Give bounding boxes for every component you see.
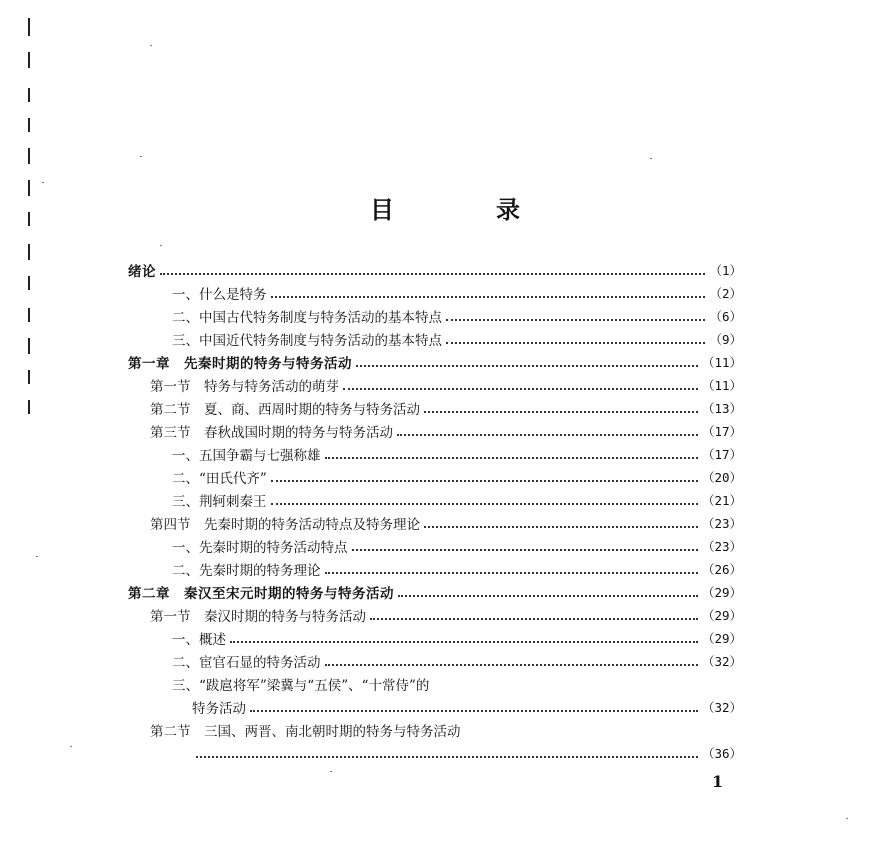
toc-entry-title: 二、中国古代特务制度与特务活动的基本特点 [172,309,442,326]
toc-leader [446,317,705,321]
toc-entry-page: （11） [701,354,742,370]
toc-entry-page: （32） [701,699,742,715]
toc-entry [172,650,742,671]
toc-entry-title: 一、先秦时期的特务活动特点 [172,539,348,556]
toc-entry-title: 二、“田氏代齐” [172,470,267,487]
toc-entry-page: （1） [709,262,742,278]
toc-leader [271,478,698,482]
toc-entry [172,627,742,648]
scan-speck [70,746,72,747]
toc-entry-page: （17） [701,446,742,462]
toc-leader [343,386,698,390]
toc-entry-page: （29） [701,584,742,600]
toc-entry [172,443,742,464]
toc-entry-title: 三、中国近代特务制度与特务活动的基本特点 [172,332,442,349]
toc-entry-title: 一、概述 [172,631,226,648]
toc-leader [433,687,738,689]
page-number: 1 [712,772,724,791]
toc-entry-title: 第一章 先秦时期的特务与特务活动 [128,355,352,372]
toc-leader [196,754,698,758]
toc-entry [172,535,742,556]
toc-entry-title: 三、“跋扈将军”梁冀与“五侯”、“十常侍”的 [172,677,430,694]
toc-leader [325,662,698,666]
title-char-2: 录 [496,195,520,224]
toc-entry [192,696,742,717]
toc-entry [172,328,742,349]
toc-entry [172,673,742,694]
toc-leader [250,708,698,712]
toc-entry-title: 二、先秦时期的特务理论 [172,562,321,579]
toc-entry-title: 三、荆轲刺秦王 [172,493,267,510]
toc-entry-page: （9） [709,331,742,347]
toc-entry-page: （21） [701,492,742,508]
toc-entry-title: 第四节 先秦时期的特务活动特点及特务理论 [150,516,420,533]
toc-entry [172,305,742,326]
scan-speck [36,556,38,557]
scan-speck [42,182,44,183]
toc-entry-title: 第二节 三国、两晋、南北朝时期的特务与特务活动 [150,723,461,740]
toc-leader [398,593,698,597]
toc-entry-title: 第一节 秦汉时期的特务与特务活动 [150,608,366,625]
toc-entry-page: （23） [701,515,742,531]
toc-entry-title: 第三节 春秋战国时期的特务与特务活动 [150,424,393,441]
toc-entry-page: （32） [701,653,742,669]
toc-entry [192,742,742,763]
scan-speck [140,156,142,157]
toc-entry-page: （29） [701,607,742,623]
toc-entry-page: （20） [701,469,742,485]
toc-leader [370,616,698,620]
toc-entry [150,512,742,533]
scan-speck [846,818,848,819]
toc-leader [397,432,698,436]
toc-entry-page: （2） [709,285,742,301]
toc-leader [230,639,698,643]
toc-entry-page: （26） [701,561,742,577]
toc-entry [172,466,742,487]
toc-leader [424,409,698,413]
toc-entry-title: 第二节 夏、商、西周时期的特务与特务活动 [150,401,420,418]
toc-entry [172,489,742,510]
toc-leader [352,547,698,551]
toc-entry-page: （23） [701,538,742,554]
toc-entry-title: 二、宦官石显的特务活动 [172,654,321,671]
toc-entry [150,420,742,441]
scan-speck [160,245,162,246]
title-char-1: 目 [370,195,394,224]
toc-entry-title: 一、五国争霸与七强称雄 [172,447,321,464]
toc-entry [128,259,742,280]
toc-leader [424,524,698,528]
scan-speck [650,158,652,159]
toc-entry-title: 一、什么是特务 [172,286,267,303]
toc-entry-title: 第二章 秦汉至宋元时期的特务与特务活动 [128,585,394,602]
toc-entry [128,351,742,372]
toc-leader [325,570,698,574]
toc-entry-page: （17） [701,423,742,439]
toc-entry-page: （13） [701,400,742,416]
toc-leader [325,455,698,459]
toc-entry-page: （6） [709,308,742,324]
toc-entry-title: 第一节 特务与特务活动的萌芽 [150,378,339,395]
toc-entry [172,558,742,579]
scan-speck [150,45,152,46]
toc-leader [160,271,705,275]
scan-speck [330,771,332,772]
toc-entry [150,374,742,395]
toc-leader [271,294,706,298]
toc-entry-title: 绪论 [128,263,156,280]
toc-leader [271,501,698,505]
toc-entry [150,604,742,625]
toc-entry-page: （29） [701,630,742,646]
toc-entry [128,581,742,602]
toc-entry [172,282,742,303]
toc-entry-page: （36） [701,745,742,761]
toc-leader [356,363,698,367]
toc-leader [446,340,705,344]
toc-entry-page: （11） [701,377,742,393]
toc-entry [150,397,742,418]
toc-leader [465,733,739,735]
toc-entry [150,719,742,740]
toc-entry-title: 特务活动 [192,700,246,717]
